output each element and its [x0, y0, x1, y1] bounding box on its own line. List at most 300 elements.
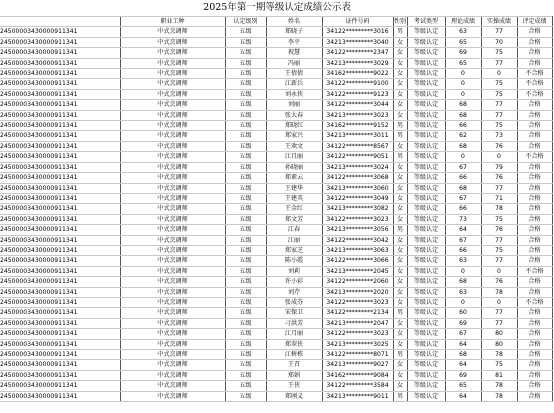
gender-cell[interactable]: 女 [393, 318, 407, 328]
id-number-cell[interactable]: 34122*********2347 [322, 48, 393, 58]
exam-type-cell[interactable]: 等级认定 [407, 152, 445, 162]
gender-cell[interactable]: 女 [393, 37, 407, 47]
theory-score-cell[interactable]: 65 [445, 37, 481, 47]
level-cell[interactable]: 五级 [225, 79, 266, 89]
level-cell[interactable]: 五级 [225, 37, 266, 47]
id-number-cell[interactable]: 34122*********3066 [322, 256, 393, 266]
exam-type-cell[interactable]: 等级认定 [407, 266, 445, 276]
name-cell[interactable]: 江丽 [266, 235, 322, 245]
id-number-cell[interactable]: 34122*********3044 [322, 100, 393, 110]
gender-cell[interactable]: 男 [393, 391, 407, 401]
level-cell[interactable]: 五级 [225, 131, 266, 141]
name-cell[interactable]: 冯丽 [266, 58, 322, 68]
exam-type-cell[interactable]: 等级认定 [407, 110, 445, 120]
row-code-cell[interactable]: 24500003430000911341 [0, 193, 120, 203]
result-cell[interactable]: 不合格 [517, 266, 552, 276]
row-code-cell[interactable]: 24500003430000911341 [0, 79, 120, 89]
header-cell[interactable]: 证件号码 [322, 17, 393, 27]
result-cell[interactable]: 合格 [517, 193, 552, 203]
theory-score-cell[interactable]: 0 [445, 69, 481, 79]
level-cell[interactable]: 五级 [225, 121, 266, 131]
name-cell[interactable]: 郑文芳 [266, 214, 322, 224]
name-cell[interactable]: 王建英 [266, 193, 322, 203]
level-cell[interactable]: 五级 [225, 277, 266, 287]
exam-type-cell[interactable]: 等级认定 [407, 69, 445, 79]
id-number-cell[interactable]: 34122*********8567 [322, 141, 393, 151]
level-cell[interactable]: 五级 [225, 173, 266, 183]
level-cell[interactable]: 五级 [225, 329, 266, 339]
theory-score-cell[interactable]: 63 [445, 287, 481, 297]
practical-score-cell[interactable]: 0 [481, 297, 517, 307]
id-number-cell[interactable]: 34122*********9051 [322, 152, 393, 162]
id-number-cell[interactable]: 34213*********3024 [322, 162, 393, 172]
gender-cell[interactable]: 女 [393, 69, 407, 79]
gender-cell[interactable]: 女 [393, 141, 407, 151]
gender-cell[interactable]: 女 [393, 329, 407, 339]
trade-cell[interactable]: 中式烹调师 [120, 152, 225, 162]
practical-score-cell[interactable]: 79 [481, 162, 517, 172]
name-cell[interactable]: 郑刚义 [266, 391, 322, 401]
practical-score-cell[interactable]: 78 [481, 350, 517, 360]
id-number-cell[interactable]: 34122*********2134 [322, 308, 393, 318]
row-code-cell[interactable]: 24500003430000911341 [0, 339, 120, 349]
result-cell[interactable]: 合格 [517, 27, 552, 37]
row-code-cell[interactable]: 24500003430000911341 [0, 318, 120, 328]
practical-score-cell[interactable]: 78 [481, 381, 517, 391]
id-number-cell[interactable]: 34213*********3025 [322, 339, 393, 349]
header-cell[interactable]: 评定成绩 [517, 17, 552, 27]
result-cell[interactable]: 合格 [517, 256, 552, 266]
practical-score-cell[interactable]: 75 [481, 245, 517, 255]
theory-score-cell[interactable]: 64 [445, 339, 481, 349]
exam-type-cell[interactable]: 等级认定 [407, 235, 445, 245]
theory-score-cell[interactable]: 60 [445, 308, 481, 318]
trade-cell[interactable]: 中式烹调师 [120, 37, 225, 47]
theory-score-cell[interactable]: 68 [445, 350, 481, 360]
theory-score-cell[interactable]: 68 [445, 100, 481, 110]
trade-cell[interactable]: 中式烹调师 [120, 245, 225, 255]
practical-score-cell[interactable]: 75 [481, 79, 517, 89]
gender-cell[interactable]: 女 [393, 370, 407, 380]
theory-score-cell[interactable]: 64 [445, 225, 481, 235]
trade-cell[interactable]: 中式烹调师 [120, 225, 225, 235]
gender-cell[interactable]: 女 [393, 162, 407, 172]
id-number-cell[interactable]: 34213*********3082 [322, 204, 393, 214]
result-cell[interactable]: 合格 [517, 350, 552, 360]
exam-type-cell[interactable]: 等级认定 [407, 89, 445, 99]
level-cell[interactable]: 五级 [225, 308, 266, 318]
id-number-cell[interactable]: 34122*********3023 [322, 214, 393, 224]
result-cell[interactable]: 合格 [517, 381, 552, 391]
practical-score-cell[interactable]: 76 [481, 173, 517, 183]
exam-type-cell[interactable]: 等级认定 [407, 381, 445, 391]
theory-score-cell[interactable]: 0 [445, 79, 481, 89]
trade-cell[interactable]: 中式烹调师 [120, 79, 225, 89]
exam-type-cell[interactable]: 等级认定 [407, 370, 445, 380]
level-cell[interactable]: 五级 [225, 204, 266, 214]
gender-cell[interactable]: 男 [393, 131, 407, 141]
name-cell[interactable]: 李平 [266, 37, 322, 47]
row-code-cell[interactable]: 24500003430000911341 [0, 297, 120, 307]
level-cell[interactable]: 五级 [225, 235, 266, 245]
level-cell[interactable]: 五级 [225, 100, 266, 110]
gender-cell[interactable]: 男 [393, 308, 407, 318]
gender-cell[interactable]: 女 [393, 110, 407, 120]
gender-cell[interactable]: 女 [393, 204, 407, 214]
header-cell[interactable]: 职业工种 [120, 17, 225, 27]
id-number-cell[interactable]: 34213*********3029 [322, 58, 393, 68]
theory-score-cell[interactable]: 63 [445, 256, 481, 266]
theory-score-cell[interactable]: 0 [445, 266, 481, 276]
trade-cell[interactable]: 中式烹调师 [120, 173, 225, 183]
name-cell[interactable]: 江新兵 [266, 79, 322, 89]
result-cell[interactable]: 合格 [517, 329, 552, 339]
name-cell[interactable]: 郑家兴 [266, 131, 322, 141]
exam-type-cell[interactable]: 等级认定 [407, 173, 445, 183]
trade-cell[interactable]: 中式烹调师 [120, 329, 225, 339]
practical-score-cell[interactable]: 78 [481, 391, 517, 401]
trade-cell[interactable]: 中式烹调师 [120, 391, 225, 401]
practical-score-cell[interactable]: 75 [481, 48, 517, 58]
name-cell[interactable]: 张大春 [266, 110, 322, 120]
id-number-cell[interactable]: 34213*********3040 [322, 37, 393, 47]
name-cell[interactable]: 刁洪芳 [266, 318, 322, 328]
row-code-cell[interactable]: 24500003430000911341 [0, 162, 120, 172]
theory-score-cell[interactable]: 65 [445, 381, 481, 391]
level-cell[interactable]: 五级 [225, 256, 266, 266]
result-cell[interactable]: 合格 [517, 391, 552, 401]
result-cell[interactable]: 合格 [517, 235, 552, 245]
row-code-cell[interactable]: 24500003430000911341 [0, 391, 120, 401]
name-cell[interactable]: 王建华 [266, 183, 322, 193]
exam-type-cell[interactable]: 等级认定 [407, 162, 445, 172]
practical-score-cell[interactable]: 75 [481, 89, 517, 99]
result-cell[interactable]: 不合格 [517, 69, 552, 79]
row-code-cell[interactable]: 24500003430000911341 [0, 308, 120, 318]
id-number-cell[interactable]: 34122*********3023 [322, 329, 393, 339]
gender-cell[interactable]: 女 [393, 266, 407, 276]
header-cell[interactable]: 姓名 [266, 17, 322, 27]
gender-cell[interactable]: 女 [393, 193, 407, 203]
theory-score-cell[interactable]: 69 [445, 318, 481, 328]
id-number-cell[interactable]: 34122*********3049 [322, 193, 393, 203]
result-cell[interactable]: 合格 [517, 110, 552, 120]
row-code-cell[interactable]: 24500003430000911341 [0, 214, 120, 224]
row-code-cell[interactable]: 24500003430000911341 [0, 266, 120, 276]
practical-score-cell[interactable]: 75 [481, 360, 517, 370]
level-cell[interactable]: 五级 [225, 350, 266, 360]
trade-cell[interactable]: 中式烹调师 [120, 89, 225, 99]
exam-type-cell[interactable]: 等级认定 [407, 48, 445, 58]
row-code-cell[interactable]: 24500003430000911341 [0, 37, 120, 47]
theory-score-cell[interactable]: 66 [445, 121, 481, 131]
gender-cell[interactable]: 女 [393, 79, 407, 89]
gender-cell[interactable]: 男 [393, 225, 407, 235]
practical-score-cell[interactable]: 75 [481, 214, 517, 224]
level-cell[interactable]: 五级 [225, 266, 266, 276]
trade-cell[interactable]: 中式烹调师 [120, 266, 225, 276]
name-cell[interactable]: 祝慧 [266, 48, 322, 58]
trade-cell[interactable]: 中式烹调师 [120, 350, 225, 360]
level-cell[interactable]: 五级 [225, 318, 266, 328]
theory-score-cell[interactable]: 68 [445, 277, 481, 287]
row-code-cell[interactable]: 24500003430000911341 [0, 277, 120, 287]
theory-score-cell[interactable]: 67 [445, 329, 481, 339]
id-number-cell[interactable]: 34162*********9084 [322, 370, 393, 380]
id-number-cell[interactable]: 34213*********3011 [322, 131, 393, 141]
exam-type-cell[interactable]: 等级认定 [407, 287, 445, 297]
theory-score-cell[interactable]: 62 [445, 131, 481, 141]
level-cell[interactable]: 五级 [225, 69, 266, 79]
exam-type-cell[interactable]: 等级认定 [407, 183, 445, 193]
name-cell[interactable]: 刘莉 [266, 266, 322, 276]
practical-score-cell[interactable]: 76 [481, 277, 517, 287]
level-cell[interactable]: 五级 [225, 89, 266, 99]
row-code-cell[interactable]: 24500003430000911341 [0, 245, 120, 255]
id-number-cell[interactable]: 34122*********9100 [322, 79, 393, 89]
exam-type-cell[interactable]: 等级认定 [407, 193, 445, 203]
practical-score-cell[interactable]: 76 [481, 141, 517, 151]
theory-score-cell[interactable]: 69 [445, 48, 481, 58]
exam-type-cell[interactable]: 等级认定 [407, 37, 445, 47]
header-cell[interactable]: 考试类型 [407, 17, 445, 27]
level-cell[interactable]: 五级 [225, 245, 266, 255]
theory-score-cell[interactable]: 0 [445, 89, 481, 99]
row-code-cell[interactable]: 24500003430000911341 [0, 58, 120, 68]
trade-cell[interactable]: 中式烹调师 [120, 277, 225, 287]
theory-score-cell[interactable]: 67 [445, 162, 481, 172]
level-cell[interactable]: 五级 [225, 162, 266, 172]
practical-score-cell[interactable]: 77 [481, 27, 517, 37]
id-number-cell[interactable]: 34213*********9011 [322, 391, 393, 401]
gender-cell[interactable]: 女 [393, 381, 407, 391]
practical-score-cell[interactable]: 77 [481, 235, 517, 245]
trade-cell[interactable]: 中式烹调师 [120, 256, 225, 266]
theory-score-cell[interactable]: 68 [445, 110, 481, 120]
name-cell[interactable]: 刘永侠 [266, 89, 322, 99]
name-cell[interactable]: 宋保卫 [266, 308, 322, 318]
trade-cell[interactable]: 中式烹调师 [120, 308, 225, 318]
row-code-cell[interactable]: 24500003430000911341 [0, 235, 120, 245]
trade-cell[interactable]: 中式烹调师 [120, 162, 225, 172]
trade-cell[interactable]: 中式烹调师 [120, 193, 225, 203]
trade-cell[interactable]: 中式烹调师 [120, 100, 225, 110]
result-cell[interactable]: 不合格 [517, 152, 552, 162]
result-cell[interactable]: 合格 [517, 214, 552, 224]
result-cell[interactable]: 合格 [517, 162, 552, 172]
trade-cell[interactable]: 中式烹调师 [120, 48, 225, 58]
exam-type-cell[interactable]: 等级认定 [407, 27, 445, 37]
row-code-cell[interactable]: 24500003430000911341 [0, 27, 120, 37]
trade-cell[interactable]: 中式烹调师 [120, 318, 225, 328]
name-cell[interactable]: 郑素云 [266, 173, 322, 183]
gender-cell[interactable]: 女 [393, 287, 407, 297]
result-cell[interactable]: 合格 [517, 100, 552, 110]
exam-type-cell[interactable]: 等级认定 [407, 245, 445, 255]
name-cell[interactable]: 郑娟 [266, 370, 322, 380]
id-number-cell[interactable]: 34122*********8071 [322, 350, 393, 360]
result-cell[interactable]: 合格 [517, 339, 552, 349]
theory-score-cell[interactable]: 66 [445, 173, 481, 183]
result-cell[interactable]: 合格 [517, 318, 552, 328]
row-code-cell[interactable]: 24500003430000911341 [0, 329, 120, 339]
name-cell[interactable]: 王召 [266, 360, 322, 370]
level-cell[interactable]: 五级 [225, 225, 266, 235]
name-cell[interactable]: 孙晓丽 [266, 162, 322, 172]
name-cell[interactable]: 刘芹 [266, 287, 322, 297]
exam-type-cell[interactable]: 等级认定 [407, 214, 445, 224]
practical-score-cell[interactable]: 77 [481, 256, 517, 266]
result-cell[interactable]: 不合格 [517, 297, 552, 307]
trade-cell[interactable]: 中式烹调师 [120, 339, 225, 349]
id-number-cell[interactable]: 34122*********3068 [322, 173, 393, 183]
id-number-cell[interactable]: 34162*********9022 [322, 69, 393, 79]
exam-type-cell[interactable]: 等级认定 [407, 79, 445, 89]
header-cell[interactable]: 性别 [393, 18, 406, 25]
trade-cell[interactable]: 中式烹调师 [120, 141, 225, 151]
row-code-cell[interactable]: 24500003430000911341 [0, 256, 120, 266]
id-number-cell[interactable]: 34213*********2020 [322, 287, 393, 297]
practical-score-cell[interactable]: 0 [481, 69, 517, 79]
gender-cell[interactable]: 女 [393, 100, 407, 110]
practical-score-cell[interactable]: 80 [481, 329, 517, 339]
practical-score-cell[interactable]: 77 [481, 308, 517, 318]
trade-cell[interactable]: 中式烹调师 [120, 297, 225, 307]
exam-type-cell[interactable]: 等级认定 [407, 204, 445, 214]
practical-score-cell[interactable]: 77 [481, 183, 517, 193]
exam-type-cell[interactable]: 等级认定 [407, 121, 445, 131]
name-cell[interactable]: 刘丽 [266, 100, 322, 110]
result-cell[interactable]: 合格 [517, 308, 552, 318]
theory-score-cell[interactable]: 65 [445, 58, 481, 68]
theory-score-cell[interactable]: 66 [445, 204, 481, 214]
theory-score-cell[interactable]: 0 [445, 297, 481, 307]
name-cell[interactable]: 郑翠侠 [266, 339, 322, 349]
row-code-cell[interactable]: 24500003430000911341 [0, 131, 120, 141]
trade-cell[interactable]: 中式烹调师 [120, 204, 225, 214]
result-cell[interactable]: 合格 [517, 225, 552, 235]
name-cell[interactable]: 郑晓子 [266, 27, 322, 37]
name-cell[interactable]: 王欢文 [266, 141, 322, 151]
trade-cell[interactable]: 中式烹调师 [120, 121, 225, 131]
name-cell[interactable]: 张成芬 [266, 297, 322, 307]
row-code-cell[interactable]: 24500003430000911341 [0, 225, 120, 235]
exam-type-cell[interactable]: 等级认定 [407, 339, 445, 349]
result-cell[interactable]: 不合格 [517, 89, 552, 99]
id-number-cell[interactable]: 34122*********3584 [322, 381, 393, 391]
row-code-cell[interactable]: 24500003430000911341 [0, 100, 120, 110]
id-number-cell[interactable]: 34122*********3042 [322, 235, 393, 245]
exam-type-cell[interactable]: 等级认定 [407, 277, 445, 287]
result-cell[interactable]: 合格 [517, 277, 552, 287]
gender-cell[interactable]: 女 [393, 89, 407, 99]
name-cell[interactable]: 王侠 [266, 381, 322, 391]
result-cell[interactable]: 合格 [517, 360, 552, 370]
practical-score-cell[interactable]: 77 [481, 100, 517, 110]
theory-score-cell[interactable]: 66 [445, 245, 481, 255]
result-cell[interactable]: 合格 [517, 287, 552, 297]
id-number-cell[interactable]: 34122*********2060 [322, 277, 393, 287]
level-cell[interactable]: 五级 [225, 110, 266, 120]
level-cell[interactable]: 五级 [225, 297, 266, 307]
result-cell[interactable]: 合格 [517, 121, 552, 131]
exam-type-cell[interactable]: 等级认定 [407, 308, 445, 318]
exam-type-cell[interactable]: 等级认定 [407, 131, 445, 141]
name-cell[interactable]: 江且丽 [266, 152, 322, 162]
level-cell[interactable]: 五级 [225, 141, 266, 151]
level-cell[interactable]: 五级 [225, 214, 266, 224]
name-cell[interactable]: 许小彩 [266, 277, 322, 287]
trade-cell[interactable]: 中式烹调师 [120, 360, 225, 370]
trade-cell[interactable]: 中式烹调师 [120, 287, 225, 297]
gender-cell[interactable]: 女 [393, 48, 407, 58]
exam-type-cell[interactable]: 等级认定 [407, 391, 445, 401]
theory-score-cell[interactable]: 68 [445, 183, 481, 193]
exam-type-cell[interactable]: 等级认定 [407, 58, 445, 68]
row-code-cell[interactable]: 24500003430000911341 [0, 48, 120, 58]
trade-cell[interactable]: 中式烹调师 [120, 110, 225, 120]
result-cell[interactable]: 不合格 [517, 79, 552, 89]
row-code-cell[interactable]: 24500003430000911341 [0, 121, 120, 131]
id-number-cell[interactable]: 34162*********9152 [322, 121, 393, 131]
name-cell[interactable]: 郑家芝 [266, 245, 322, 255]
row-code-cell[interactable]: 24500003430000911341 [0, 141, 120, 151]
result-cell[interactable]: 合格 [517, 141, 552, 151]
name-cell[interactable]: 江月丽 [266, 329, 322, 339]
gender-cell[interactable]: 女 [393, 256, 407, 266]
exam-type-cell[interactable]: 等级认定 [407, 360, 445, 370]
exam-type-cell[interactable]: 等级认定 [407, 318, 445, 328]
id-number-cell[interactable]: 34213*********2045 [322, 266, 393, 276]
trade-cell[interactable]: 中式烹调师 [120, 69, 225, 79]
result-cell[interactable]: 合格 [517, 58, 552, 68]
level-cell[interactable]: 五级 [225, 391, 266, 401]
name-cell[interactable]: 王金红 [266, 204, 322, 214]
row-code-cell[interactable]: 24500003430000911341 [0, 152, 120, 162]
gender-cell[interactable]: 女 [393, 360, 407, 370]
result-cell[interactable]: 合格 [517, 131, 552, 141]
name-cell[interactable]: 陈小霞 [266, 256, 322, 266]
practical-score-cell[interactable]: 81 [481, 370, 517, 380]
header-cell[interactable] [0, 17, 120, 27]
exam-type-cell[interactable]: 等级认定 [407, 256, 445, 266]
row-code-cell[interactable]: 24500003430000911341 [0, 173, 120, 183]
trade-cell[interactable]: 中式烹调师 [120, 381, 225, 391]
exam-type-cell[interactable]: 等级认定 [407, 297, 445, 307]
gender-cell[interactable]: 男 [393, 350, 407, 360]
id-number-cell[interactable]: 34213*********3056 [322, 225, 393, 235]
practical-score-cell[interactable]: 70 [481, 37, 517, 47]
practical-score-cell[interactable]: 75 [481, 121, 517, 131]
gender-cell[interactable]: 女 [393, 173, 407, 183]
theory-score-cell[interactable]: 68 [445, 141, 481, 151]
name-cell[interactable]: 江树栋 [266, 350, 322, 360]
trade-cell[interactable]: 中式烹调师 [120, 27, 225, 37]
theory-score-cell[interactable]: 64 [445, 360, 481, 370]
name-cell[interactable]: 王倩倩 [266, 69, 322, 79]
row-code-cell[interactable]: 24500003430000911341 [0, 350, 120, 360]
trade-cell[interactable]: 中式烹调师 [120, 370, 225, 380]
level-cell[interactable]: 五级 [225, 339, 266, 349]
gender-cell[interactable]: 男 [393, 121, 407, 131]
row-code-cell[interactable]: 24500003430000911341 [0, 69, 120, 79]
practical-score-cell[interactable]: 0 [481, 266, 517, 276]
practical-score-cell[interactable]: 78 [481, 204, 517, 214]
practical-score-cell[interactable]: 77 [481, 58, 517, 68]
practical-score-cell[interactable]: 80 [481, 339, 517, 349]
result-cell[interactable]: 合格 [517, 370, 552, 380]
row-code-cell[interactable]: 24500003430000911341 [0, 110, 120, 120]
